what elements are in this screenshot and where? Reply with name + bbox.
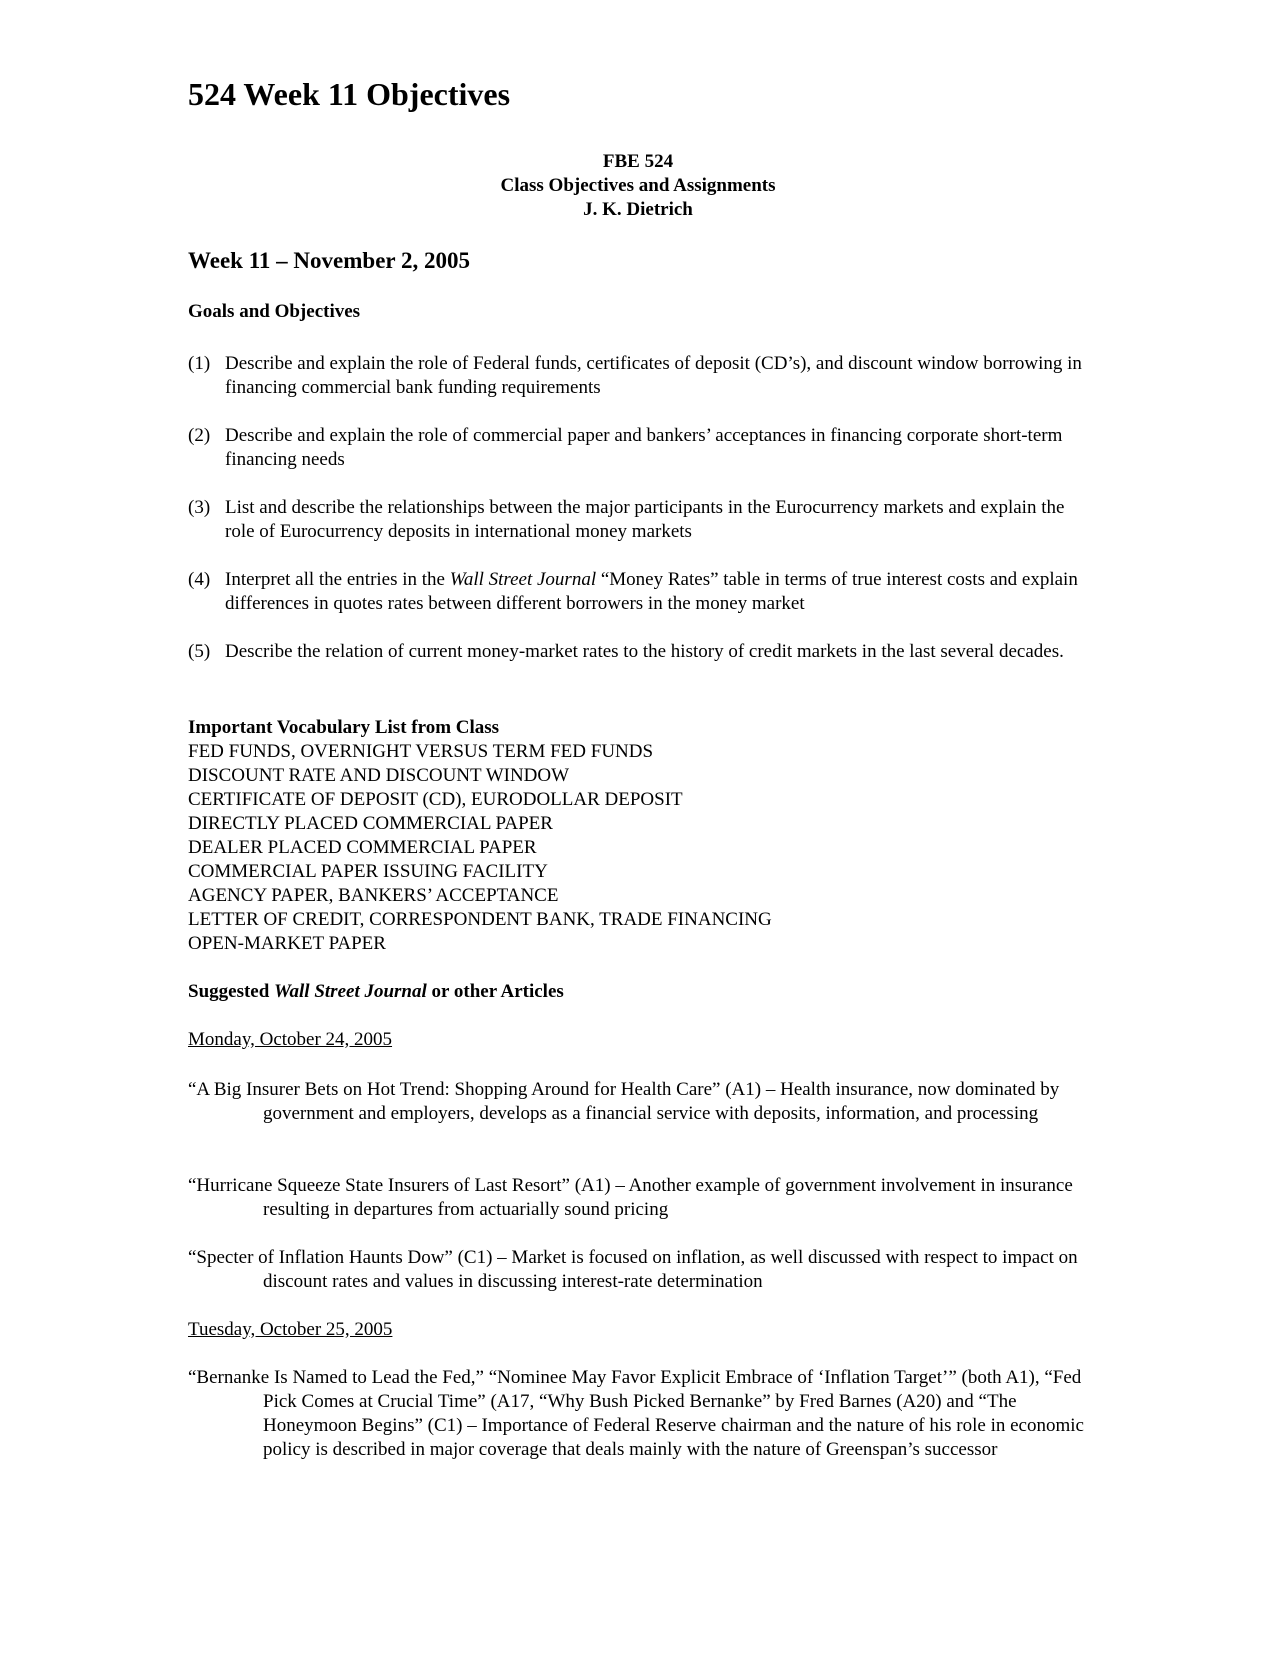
objective-item bbox=[188, 424, 1088, 472]
goals-heading: Goals and Objectives bbox=[188, 301, 361, 322]
objective-text-italic: Wall Street Journal bbox=[449, 569, 597, 590]
vocab-item: COMMERCIAL PAPER ISSUING FACILITY bbox=[188, 861, 548, 882]
vocab-item: DIRECTLY PLACED COMMERCIAL PAPER bbox=[188, 813, 553, 834]
objective-text: Describe the relation of current money-market rates to the history of credit markets in the last several decades. bbox=[225, 641, 1064, 662]
course-code: FBE 524 bbox=[602, 151, 674, 172]
article-item: “A Big Insurer Bets on Hot Trend: Shopping Around for Health Care” (A1) – Health insurance, now dominated by government and employers, develops as a financial service with deposits, information, and processing bbox=[188, 1079, 1060, 1124]
objective-text: List and describe the relationships between the major participants in the Eurocurrency markets and explain the role of Eurocurrency deposits in international money markets bbox=[225, 497, 1065, 542]
article-date-heading: Tuesday, October 25, 2005 bbox=[188, 1319, 393, 1340]
objective-text-post: “Money Rates” table in terms of true interest costs and explain differences in quotes rates between different borrowers in the money market bbox=[225, 569, 1078, 614]
objective-number: (1) bbox=[188, 353, 211, 374]
vocab-item: FED FUNDS, OVERNIGHT VERSUS TERM FED FUNDS bbox=[188, 741, 654, 762]
vocab-item: CERTIFICATE OF DEPOSIT (CD), EURODOLLAR DEPOSIT bbox=[188, 789, 683, 810]
objective-text: Describe and explain the role of commercial paper and bankers’ acceptances in financing corporate short-term financing needs bbox=[225, 425, 1063, 470]
vocab-item: LETTER OF CREDIT, CORRESPONDENT BANK, TRADE FINANCING bbox=[188, 909, 772, 930]
objective-number: (4) bbox=[188, 569, 211, 590]
articles-heading bbox=[188, 980, 564, 1004]
article-item: “Bernanke Is Named to Lead the Fed,” “Nominee May Favor Explicit Embrace of ‘Inflation Target’” (both A1), “Fed Pick Comes at Crucial Time” (A17, “Why Bush Picked Bernanke” by Fred Barnes (A20) and “The Honeymoon Begins” (C1) – Importance of Federal Reserve chairman and the nature of his role in economic policy is described in major coverage that deals mainly with the nature of Greenspan’s successor bbox=[188, 1367, 1084, 1460]
objective-number: (5) bbox=[188, 641, 211, 662]
objective-number: (2) bbox=[188, 425, 211, 446]
objective-item bbox=[188, 568, 1088, 616]
vocab-item: AGENCY PAPER, BANKERS’ ACCEPTANCE bbox=[188, 885, 559, 906]
objective-item bbox=[188, 352, 1088, 400]
article-item: “Specter of Inflation Haunts Dow” (C1) – Market is focused on inflation, as well discussed with respect to impact on discount rates and values in discussing interest-rate determination bbox=[188, 1247, 1078, 1292]
objective-number: (3) bbox=[188, 497, 211, 518]
article-date-heading: Monday, October 24, 2005 bbox=[188, 1029, 393, 1050]
document-title: 524 Week 11 Objectives bbox=[188, 76, 511, 112]
vocab-item: DISCOUNT RATE AND DISCOUNT WINDOW bbox=[188, 765, 570, 786]
objectives-list bbox=[188, 352, 1088, 688]
week-heading: Week 11 – November 2, 2005 bbox=[188, 248, 470, 273]
vocab-item: DEALER PLACED COMMERCIAL PAPER bbox=[188, 837, 537, 858]
course-header bbox=[188, 150, 1088, 222]
objective-text: Describe and explain the role of Federal funds, certificates of deposit (CD’s), and discount window borrowing in financing commercial bank funding requirements bbox=[225, 353, 1082, 398]
objective-item bbox=[188, 496, 1088, 544]
vocabulary-heading: Important Vocabulary List from Class bbox=[188, 717, 500, 738]
vocabulary-list bbox=[188, 740, 772, 956]
articles-heading-post: or other Articles bbox=[426, 981, 564, 1002]
objective-item bbox=[188, 640, 1088, 664]
article-item: “Hurricane Squeeze State Insurers of Last Resort” (A1) – Another example of government involvement in insurance resulting in departures from actuarially sound pricing bbox=[188, 1175, 1073, 1220]
course-author: J. K. Dietrich bbox=[583, 199, 693, 220]
articles-heading-pre: Suggested bbox=[188, 981, 275, 1002]
vocab-item: OPEN-MARKET PAPER bbox=[188, 933, 386, 954]
articles-heading-italic: Wall Street Journal bbox=[274, 981, 427, 1002]
course-subtitle: Class Objectives and Assignments bbox=[500, 175, 776, 196]
objective-text-pre: Interpret all the entries in the bbox=[225, 569, 450, 590]
